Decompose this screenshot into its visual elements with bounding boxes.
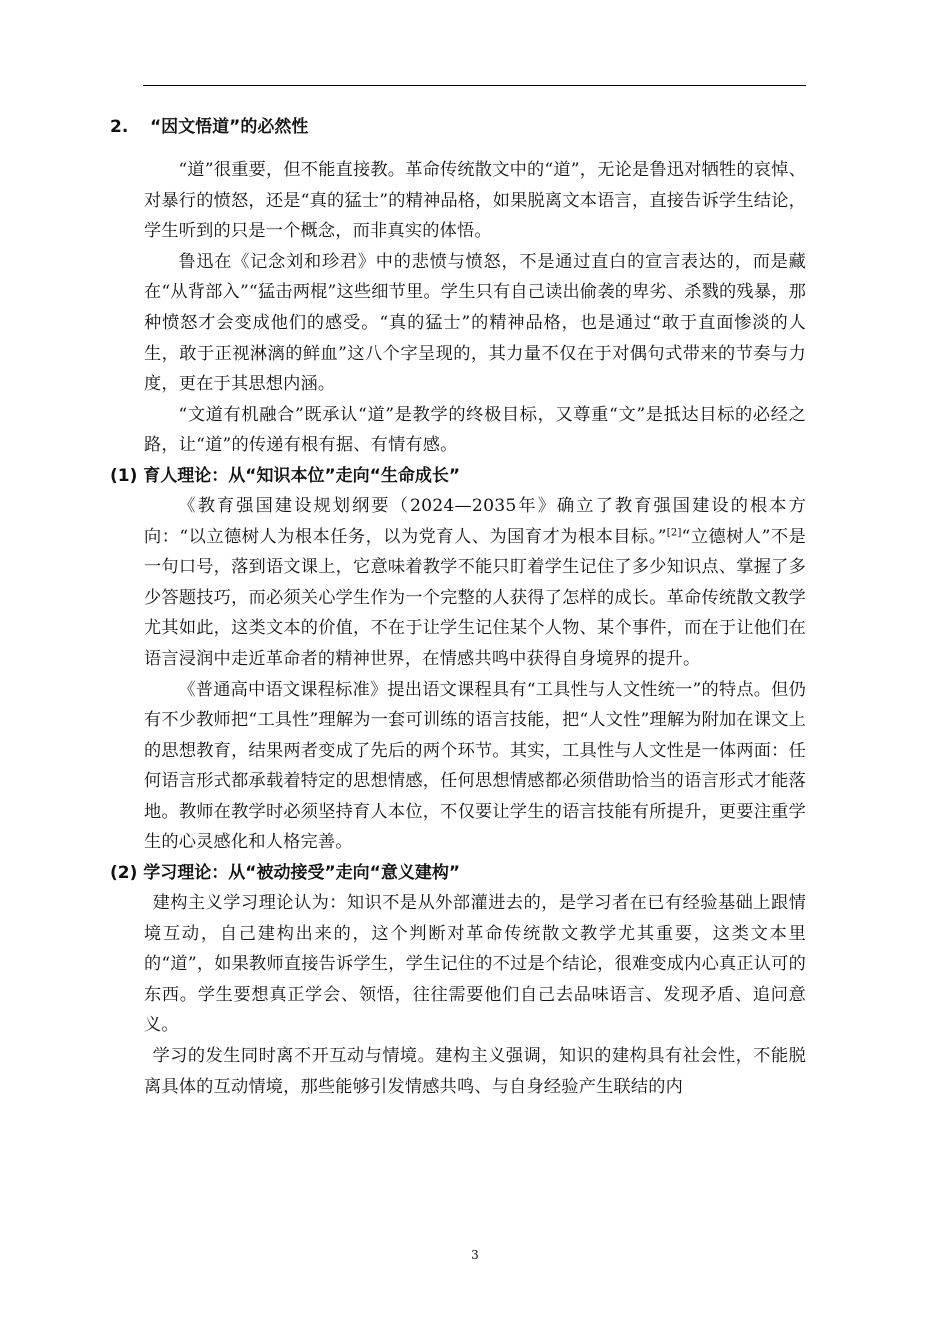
section-number: 2.: [110, 117, 129, 137]
paragraph: 建构主义学习理论认为：知识不是从外部灌进去的，是学习者在已有经验基础上跟情境互动，自己建构出来的，这个判断对革命传统散文教学尤其重要，这类文本里的“道”，如果教师直接告诉学生，学生记住的不过是个结论，很难变成内心真正认可的东西。学生要想真正学会、领悟，往往需要他们自己去品味语言、发现矛盾、追问意义。: [144, 893, 806, 1036]
subsection-heading: [110, 858, 806, 888]
paragraph: [144, 491, 806, 675]
paragraph: 《普通高中语文课程标准》提出语文课程具有“工具性与人文性统一”的特点。但仍有不少教师把“工具性”理解为一套可训练的语言技能，把“人文性”理解为附加在课文上的思想教育，结果两者变成了先后的两个环节。其实，工具性与人文性是一体两面：任何语言形式都承载着特定的思想情感，任何思想情感都必须借助恰当的语言形式才能落地。教师在教学时必须坚持育人本位，不仅要让学生的语言技能有所提升，更要注重学生的心灵感化和人格完善。: [144, 679, 806, 853]
paragraph-text: “立德树人”不是一句口号，落到语文课上，它意味着教学不能只盯着学生记住了多少知识点、掌握了多少答题技巧，而必须关心学生作为一个完整的人获得了怎样的成长。革命传统散文教学尤其如此，这类文本的价值，不在于让学生记住某个人物、某个事件，而在于让他们在语言浸润中走近革命者的精神世界，在情感共鸣中获得自身境界的提升。: [144, 526, 806, 669]
page-content: [110, 112, 806, 1102]
paragraph: “道”很重要，但不能直接教。革命传统散文中的“道”，无论是鲁迅对牺牲的哀悼、对暴行的愤怒，还是“真的猛士”的精神品格，如果脱离文本语言，直接告诉学生结论，学生听到的只是一个概念，而非真实的体悟。: [144, 160, 806, 242]
paragraph-text: 《教育强国建设规划纲要（2024—2035年》确立了教育强国建设的根本方向：“以立德树人为根本任务，以为党育人、为国育才为根本目标。”: [144, 495, 806, 547]
page-number: 3: [471, 1248, 479, 1262]
subsection-title: 学习理论：从“被动接受”走向“意义建构”: [143, 863, 460, 884]
citation-marker[interactable]: [2]: [666, 526, 682, 538]
paragraph: 鲁迅在《记念刘和珍君》中的悲愤与愤怒，不是通过直白的宣言表达的，而是藏在“从背部入”“猛击两棍”这些细节里。学生只有自己读出偷袭的卑劣、杀戮的残暴，那种愤怒才会变成他们的感受。“真的猛士”的精神品格，也是通过“敢于直面惨淡的人生，敢于正视淋漓的鲜血”这八个字呈现的，其力量不仅在于对偶句式带来的节奏与力度，更在于其思想内涵。: [144, 251, 806, 395]
subsection-heading: [110, 461, 806, 491]
subsection-number: (2): [110, 863, 138, 884]
subsection-number: (1): [110, 465, 138, 486]
section-title: “因文悟道”的必然性: [150, 117, 309, 137]
subsection-title: 育人理论：从“知识本位”走向“生命成长”: [143, 465, 460, 486]
paragraph: “文道有机融合”既承认“道”是教学的终极目标，又尊重“文”是抵达目标的必经之路，让“道”的传递有根有据、有情有感。: [144, 404, 806, 456]
header-rule: [143, 85, 806, 86]
paragraph: 学习的发生同时离不开互动与情境。建构主义强调，知识的建构具有社会性，不能脱离具体的互动情境，那些能够引发情感共鸣、与自身经验产生联结的内: [144, 1046, 806, 1097]
section-heading: [110, 112, 806, 142]
